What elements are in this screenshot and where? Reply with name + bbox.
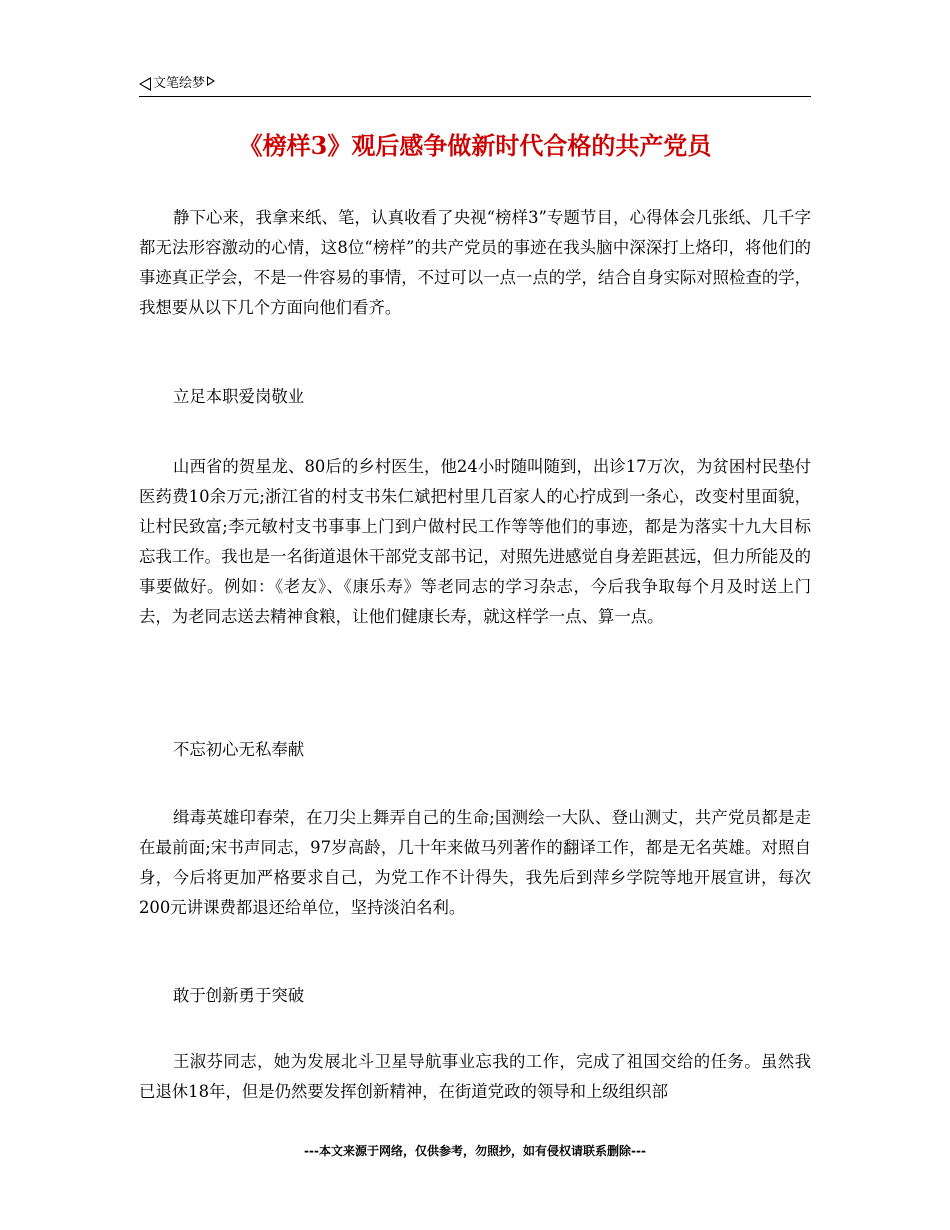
- paragraph-intro: 静下心来，我拿来纸、笔，认真收看了央视“榜样3”专题节目，心得体会几张纸、几千字都无法形容激动的心情，这8位“榜样”的共产党员的事迹在我头脑中深深打上烙印，将他们的事迹真正学会，不是一件容易的事情，不过可以一点一点的学，结合自身实际对照检查的学，我想要从以下几个方面向他们看齐。: [139, 208, 812, 317]
- section-heading: 不忘初心无私奉献: [173, 740, 305, 759]
- paragraph-body: 缉毒英雄印春荣，在刀尖上舞弄自己的生命;国测绘一大队、登山测丈，共产党员都是走在最前面;宋书声同志，97岁高龄，几十年来做马列著作的翻译工作，都是无名英雄。对照自身，今后将更加严格要求自己，为党工作不计得失，我先后到萍乡学院等地开展宣讲，每次200元讲课费都退还给单位，坚持淡泊名利。: [139, 808, 811, 917]
- paragraph-body: 山西省的贺星龙、80后的乡村医生，他24小时随叫随到，出诊17万次，为贫困村民垫付医药费10余万元;浙江省的村支书朱仁斌把村里几百家人的心拧成到一条心，改变村里面貌，让村民致富;李元敏村支书事事上门到户做村民工作等等他们的事迹，都是为落实十九大目标忘我工作。我也是一名街道退休干部党支部书记，对照先进感觉自身差距甚远，但力所能及的事要做好。例如：《老友》、《康乐寿》等老同志的学习杂志，今后我争取每个月及时送上门去，为老同志送去精神食粮，让他们健康长寿，就这样学一点、算一点。: [139, 457, 812, 626]
- document-title: 《榜样3》观后感争做新时代合格的共产党员: [238, 131, 712, 160]
- paragraph-body: 王淑芬同志，她为发展北斗卫星导航事业忘我的工作，完成了祖国交给的任务。虽然我已退休18年，但是仍然要发挥创新精神，在街道党政的领导和上级组织部: [139, 1052, 811, 1101]
- header-brand: [139, 76, 215, 92]
- page-header: [139, 76, 811, 97]
- header-brand-text: 文笔绘梦: [153, 76, 206, 91]
- section-heading: 立足本职爱岗敬业: [173, 387, 305, 406]
- section-heading: 敢于创新勇于突破: [173, 986, 305, 1005]
- triangle-left-icon: [139, 77, 151, 91]
- footer-notice: ---本文来源于网络，仅供参考，勿照抄，如有侵权请联系删除---: [304, 1144, 646, 1158]
- triangle-right-icon: [207, 76, 215, 86]
